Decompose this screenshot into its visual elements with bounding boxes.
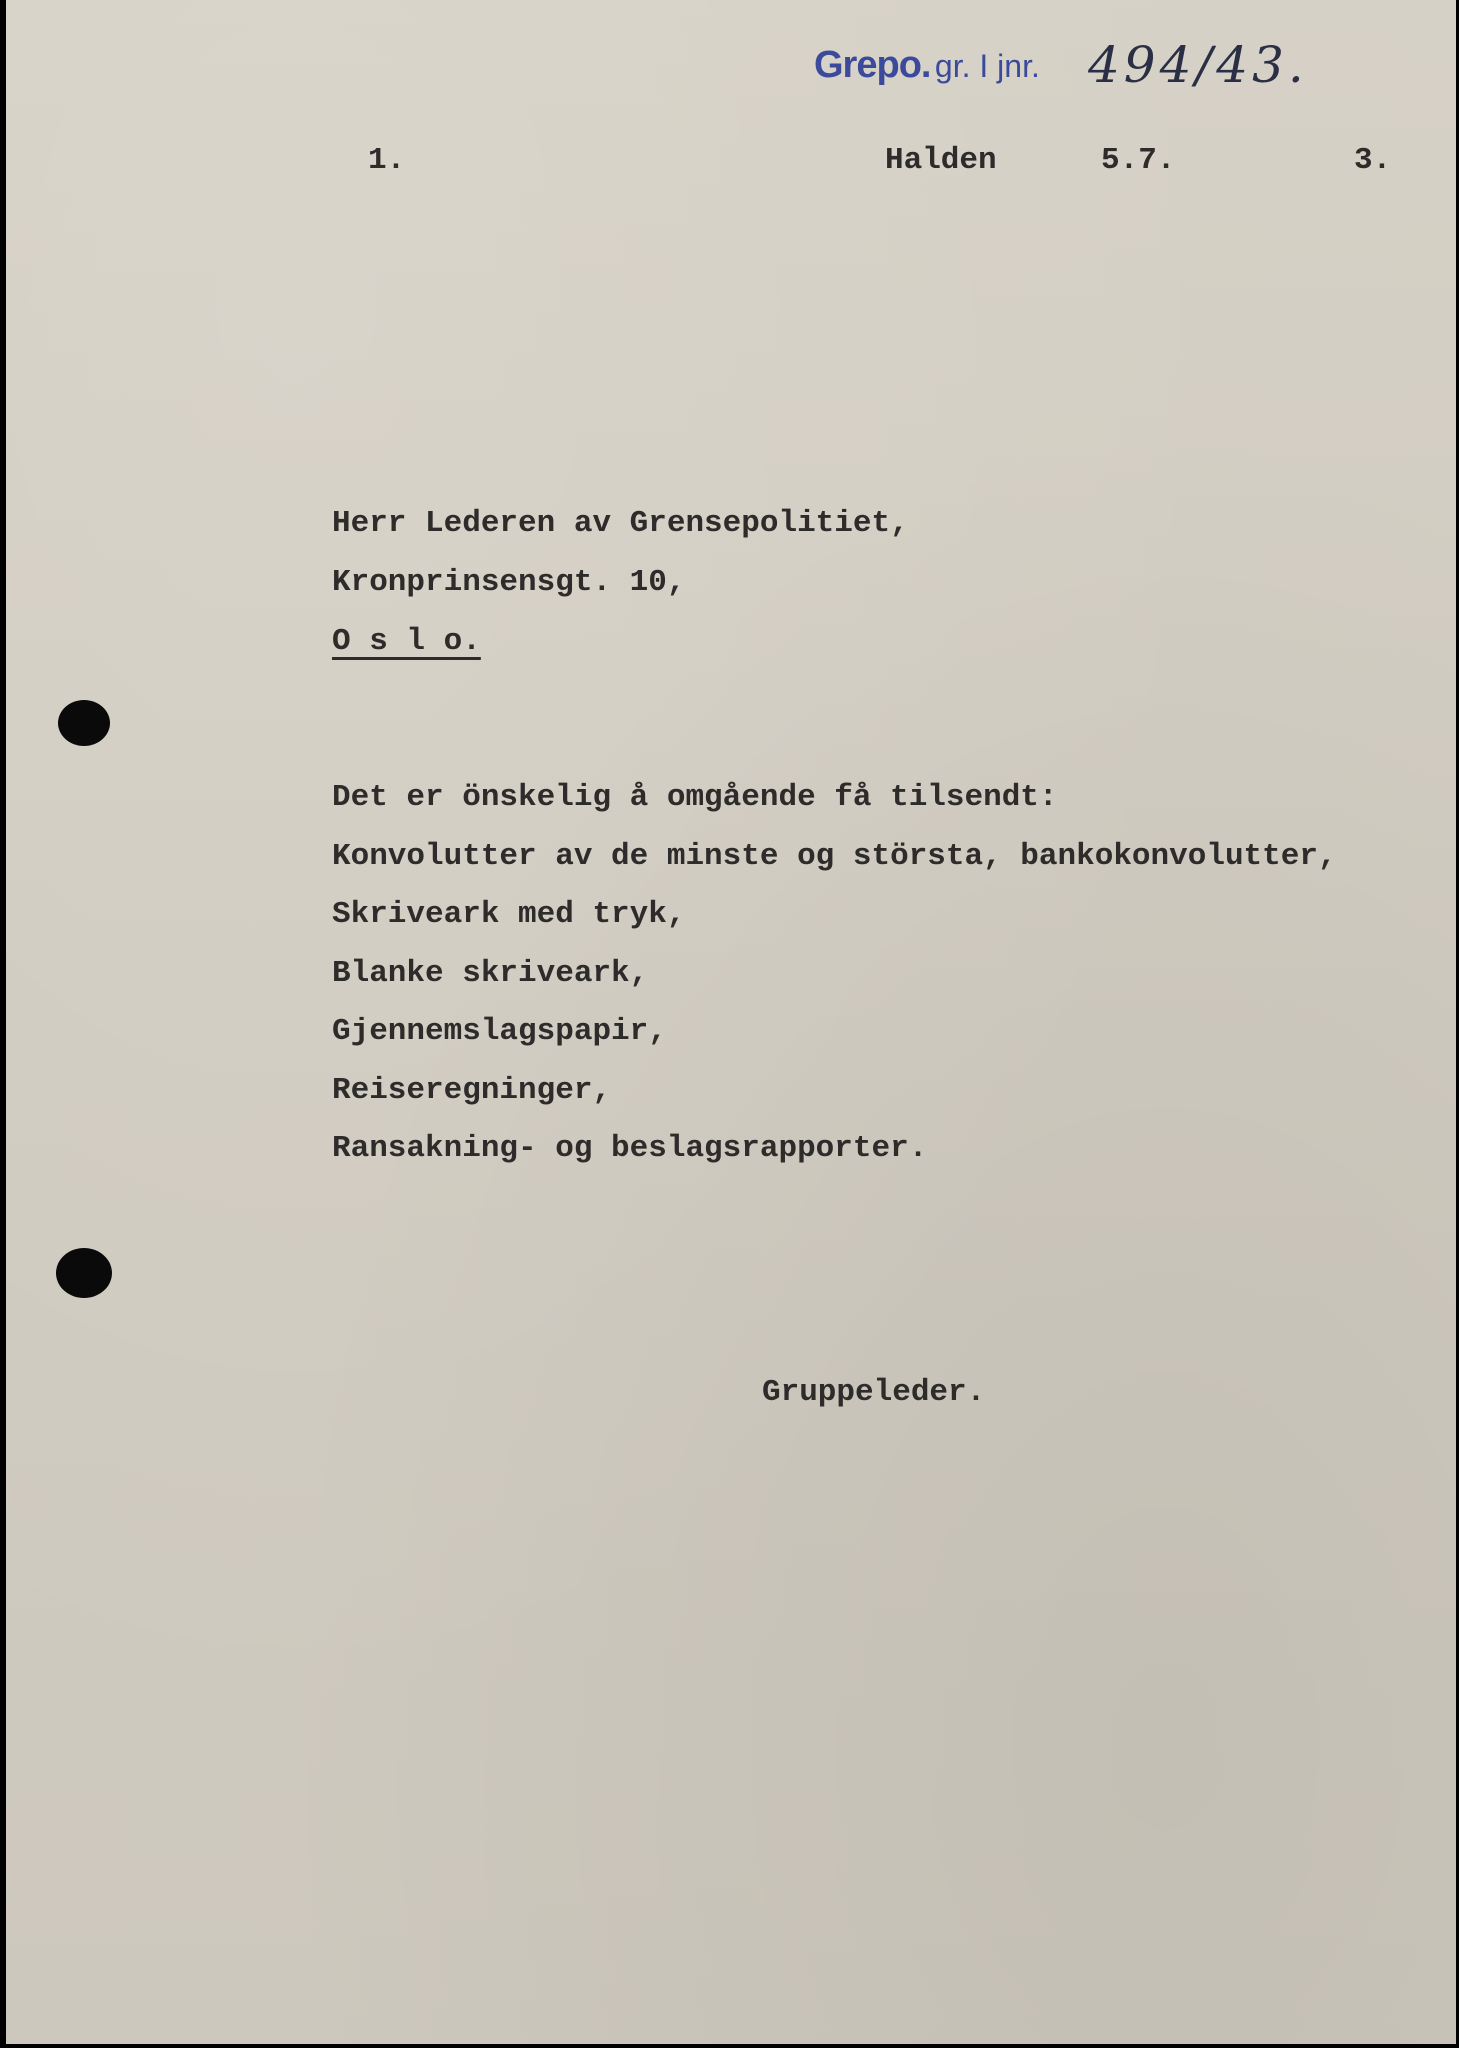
place: Halden: [885, 143, 997, 178]
body-intro: Det er önskelig å omgående få tilsendt:: [332, 780, 1058, 815]
page-number: 1.: [368, 143, 406, 178]
document-page: [6, 0, 1456, 2044]
list-item: Blanke skriveark,: [332, 956, 649, 991]
punch-hole-bottom: [56, 1248, 112, 1298]
list-item: Ransakning- og beslagsrapporter.: [332, 1131, 928, 1166]
punch-hole-top: [58, 700, 110, 746]
stamp-name: Grepo.: [814, 44, 931, 86]
stamp-label: gr. I jnr.: [934, 48, 1040, 84]
journal-number: 494/43.: [1088, 36, 1308, 94]
list-item: Skriveark med tryk,: [332, 897, 686, 932]
copy-number: 3.: [1354, 143, 1392, 178]
list-item: Konvolutter av de minste og största, bankokonvolutter,: [332, 839, 1337, 874]
recipient-line-1: Herr Lederen av Grensepolitiet,: [332, 506, 909, 541]
signature: Gruppeleder.: [762, 1375, 986, 1410]
registration-stamp: [814, 46, 1040, 84]
date: 5.7.: [1101, 143, 1176, 178]
list-item: Reiseregninger,: [332, 1073, 612, 1108]
recipient-city: O s l o.: [332, 624, 481, 659]
list-item: Gjennemslagspapir,: [332, 1014, 667, 1049]
recipient-line-2: Kronprinsensgt. 10,: [332, 565, 686, 600]
